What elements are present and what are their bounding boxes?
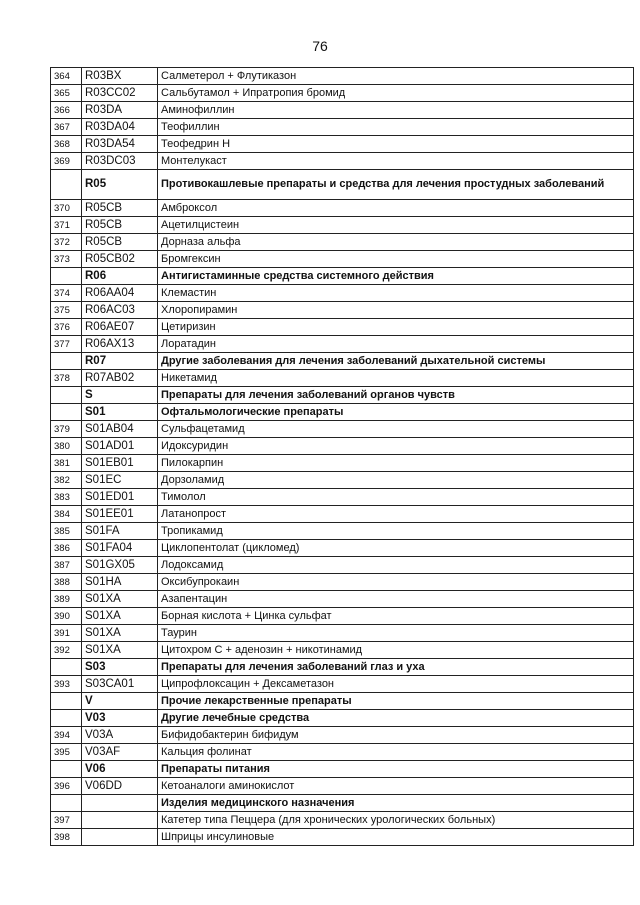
- drug-name: Антигистаминные средства системного действия: [158, 268, 634, 285]
- row-number: 381: [51, 455, 82, 472]
- table-row: [51, 319, 634, 336]
- drug-name: Аминофиллин: [158, 102, 634, 119]
- row-number: 393: [51, 676, 82, 693]
- row-number: 369: [51, 153, 82, 170]
- drug-name: Дорзоламид: [158, 472, 634, 489]
- atc-code: [82, 795, 158, 812]
- drug-name: Офтальмологические препараты: [158, 404, 634, 421]
- drug-list-body: [51, 68, 634, 846]
- drug-name: Сульфацетамид: [158, 421, 634, 438]
- atc-code: R07: [82, 353, 158, 370]
- drug-name: Азапентацин: [158, 591, 634, 608]
- row-number: 398: [51, 829, 82, 846]
- table-section-row: [51, 710, 634, 727]
- table-row: [51, 744, 634, 761]
- table-row: [51, 829, 634, 846]
- row-number: 392: [51, 642, 82, 659]
- row-number: 374: [51, 285, 82, 302]
- row-number: 390: [51, 608, 82, 625]
- table-row: [51, 642, 634, 659]
- row-number: 380: [51, 438, 82, 455]
- drug-name: Тропикамид: [158, 523, 634, 540]
- drug-name: Цетиризин: [158, 319, 634, 336]
- table-section-row: [51, 170, 634, 200]
- row-number: 386: [51, 540, 82, 557]
- atc-code: V: [82, 693, 158, 710]
- row-number: 394: [51, 727, 82, 744]
- atc-code: S01AB04: [82, 421, 158, 438]
- table-row: [51, 251, 634, 268]
- table-section-row: [51, 404, 634, 421]
- drug-name: Никетамид: [158, 370, 634, 387]
- atc-code: S01EB01: [82, 455, 158, 472]
- row-number: 364: [51, 68, 82, 85]
- atc-code: [82, 829, 158, 846]
- row-number: [51, 710, 82, 727]
- atc-code: R05CB: [82, 217, 158, 234]
- table-row: [51, 153, 634, 170]
- table-row: [51, 472, 634, 489]
- drug-name: Дорназа альфа: [158, 234, 634, 251]
- table-row: [51, 285, 634, 302]
- drug-name: Сальбутамол + Ипратропия бромид: [158, 85, 634, 102]
- table-row: [51, 302, 634, 319]
- table-section-row: [51, 795, 634, 812]
- table-row: [51, 676, 634, 693]
- row-number: [51, 693, 82, 710]
- table-row: [51, 523, 634, 540]
- row-number: 391: [51, 625, 82, 642]
- table-section-row: [51, 353, 634, 370]
- drug-name: Препараты для лечения заболеваний органов чувств: [158, 387, 634, 404]
- atc-code: R03DA: [82, 102, 158, 119]
- row-number: 375: [51, 302, 82, 319]
- atc-code: R03BX: [82, 68, 158, 85]
- drug-name: Монтелукаст: [158, 153, 634, 170]
- drug-name: Пилокарпин: [158, 455, 634, 472]
- atc-code: R03DA54: [82, 136, 158, 153]
- drug-name: Прочие лекарственные препараты: [158, 693, 634, 710]
- table-section-row: [51, 761, 634, 778]
- drug-name: Другие лечебные средства: [158, 710, 634, 727]
- row-number: 382: [51, 472, 82, 489]
- atc-code: R05CB: [82, 200, 158, 217]
- drug-name: Оксибупрокаин: [158, 574, 634, 591]
- drug-name: Бифидобактерин бифидум: [158, 727, 634, 744]
- table-row: [51, 727, 634, 744]
- atc-code: V03AF: [82, 744, 158, 761]
- atc-code: S01XA: [82, 642, 158, 659]
- table-section-row: [51, 387, 634, 404]
- table-row: [51, 200, 634, 217]
- table-section-row: [51, 268, 634, 285]
- row-number: 368: [51, 136, 82, 153]
- table-row: [51, 234, 634, 251]
- table-row: [51, 506, 634, 523]
- atc-code: S01XA: [82, 591, 158, 608]
- row-number: 366: [51, 102, 82, 119]
- row-number: [51, 659, 82, 676]
- drug-name: Теофиллин: [158, 119, 634, 136]
- row-number: 378: [51, 370, 82, 387]
- row-number: 372: [51, 234, 82, 251]
- atc-code: S03: [82, 659, 158, 676]
- row-number: 383: [51, 489, 82, 506]
- drug-name: Идоксуридин: [158, 438, 634, 455]
- atc-code: R05CB: [82, 234, 158, 251]
- row-number: 379: [51, 421, 82, 438]
- table-row: [51, 778, 634, 795]
- row-number: 367: [51, 119, 82, 136]
- drug-name: Циклопентолат (цикломед): [158, 540, 634, 557]
- page-number: 76: [312, 38, 328, 54]
- drug-name: Ацетилцистеин: [158, 217, 634, 234]
- atc-code: S03CA01: [82, 676, 158, 693]
- row-number: 384: [51, 506, 82, 523]
- table-row: [51, 574, 634, 591]
- row-number: 387: [51, 557, 82, 574]
- drug-name: Борная кислота + Цинка сульфат: [158, 608, 634, 625]
- drug-name: Кетоаналоги аминокислот: [158, 778, 634, 795]
- atc-code: S01XA: [82, 625, 158, 642]
- atc-code: S01XA: [82, 608, 158, 625]
- drug-name: Противокашлевые препараты и средства для лечения простудных заболеваний: [158, 170, 634, 200]
- table-row: [51, 812, 634, 829]
- table-section-row: [51, 693, 634, 710]
- drug-name: Препараты для лечения заболеваний глаз и уха: [158, 659, 634, 676]
- atc-code: S01: [82, 404, 158, 421]
- table-row: [51, 421, 634, 438]
- drug-name: Кальция фолинат: [158, 744, 634, 761]
- table-row: [51, 455, 634, 472]
- table-row: [51, 68, 634, 85]
- atc-code: R03CC02: [82, 85, 158, 102]
- row-number: 377: [51, 336, 82, 353]
- row-number: 388: [51, 574, 82, 591]
- drug-name: Шприцы инсулиновые: [158, 829, 634, 846]
- drug-name: Таурин: [158, 625, 634, 642]
- drug-name: Ципрофлоксацин + Дексаметазон: [158, 676, 634, 693]
- atc-code: R03DC03: [82, 153, 158, 170]
- drug-list-table: [50, 67, 634, 846]
- drug-name: Изделия медицинского назначения: [158, 795, 634, 812]
- drug-name: Тимолол: [158, 489, 634, 506]
- row-number: [51, 268, 82, 285]
- table-row: [51, 438, 634, 455]
- drug-name: Препараты питания: [158, 761, 634, 778]
- row-number: [51, 795, 82, 812]
- table-row: [51, 591, 634, 608]
- table-row: [51, 608, 634, 625]
- table-row: [51, 119, 634, 136]
- drug-name: Цитохром С + аденозин + никотинамид: [158, 642, 634, 659]
- drug-name: Лодоксамид: [158, 557, 634, 574]
- atc-code: R03DA04: [82, 119, 158, 136]
- atc-code: V06DD: [82, 778, 158, 795]
- row-number: 397: [51, 812, 82, 829]
- atc-code: S01HA: [82, 574, 158, 591]
- table-row: [51, 557, 634, 574]
- drug-name: Амброксол: [158, 200, 634, 217]
- atc-code: S01EC: [82, 472, 158, 489]
- row-number: 376: [51, 319, 82, 336]
- table-row: [51, 336, 634, 353]
- row-number: 365: [51, 85, 82, 102]
- drug-name: Теофедрин Н: [158, 136, 634, 153]
- atc-code: S01FA04: [82, 540, 158, 557]
- table-row: [51, 489, 634, 506]
- atc-code: [82, 812, 158, 829]
- drug-name: Клемастин: [158, 285, 634, 302]
- atc-code: R07AB02: [82, 370, 158, 387]
- atc-code: S01AD01: [82, 438, 158, 455]
- drug-name: Катетер типа Пеццера (для хронических урологических больных): [158, 812, 634, 829]
- drug-name: Лоратадин: [158, 336, 634, 353]
- atc-code: R06AE07: [82, 319, 158, 336]
- atc-code: V03A: [82, 727, 158, 744]
- drug-name: Бромгексин: [158, 251, 634, 268]
- drug-name: Латанопрост: [158, 506, 634, 523]
- table-section-row: [51, 659, 634, 676]
- row-number: [51, 353, 82, 370]
- drug-name: Хлоропирамин: [158, 302, 634, 319]
- table-row: [51, 217, 634, 234]
- row-number: [51, 761, 82, 778]
- drug-name: Другие заболевания для лечения заболеваний дыхательной системы: [158, 353, 634, 370]
- table-row: [51, 370, 634, 387]
- atc-code: S: [82, 387, 158, 404]
- atc-code: R06: [82, 268, 158, 285]
- row-number: 385: [51, 523, 82, 540]
- atc-code: R06AC03: [82, 302, 158, 319]
- row-number: 389: [51, 591, 82, 608]
- atc-code: R05CB02: [82, 251, 158, 268]
- row-number: 370: [51, 200, 82, 217]
- row-number: 373: [51, 251, 82, 268]
- table-row: [51, 625, 634, 642]
- row-number: 371: [51, 217, 82, 234]
- drug-name: Салметерол + Флутиказон: [158, 68, 634, 85]
- atc-code: V03: [82, 710, 158, 727]
- table-row: [51, 136, 634, 153]
- atc-code: V06: [82, 761, 158, 778]
- row-number: [51, 170, 82, 200]
- atc-code: S01FA: [82, 523, 158, 540]
- table-row: [51, 540, 634, 557]
- atc-code: R05: [82, 170, 158, 200]
- atc-code: R06AA04: [82, 285, 158, 302]
- table-row: [51, 85, 634, 102]
- row-number: 396: [51, 778, 82, 795]
- atc-code: R06AX13: [82, 336, 158, 353]
- atc-code: S01EE01: [82, 506, 158, 523]
- row-number: [51, 387, 82, 404]
- row-number: [51, 404, 82, 421]
- atc-code: S01GX05: [82, 557, 158, 574]
- atc-code: S01ED01: [82, 489, 158, 506]
- table-row: [51, 102, 634, 119]
- row-number: 395: [51, 744, 82, 761]
